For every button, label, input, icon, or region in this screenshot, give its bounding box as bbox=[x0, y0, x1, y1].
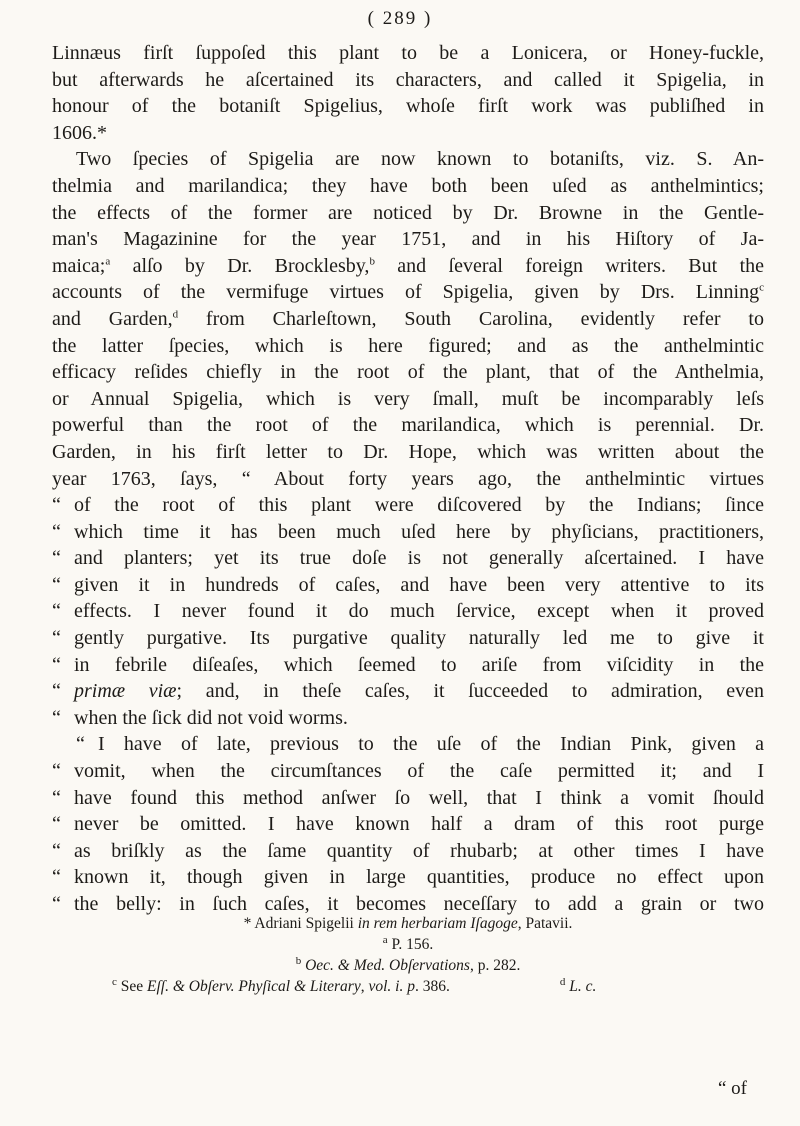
quote-line bbox=[52, 572, 764, 599]
footnote-title: in rem herbariam Iſagoge bbox=[357, 915, 518, 932]
catchword: “ of bbox=[718, 1078, 748, 1099]
line-segment: the belly: in ſuch caſes, it becomes neceſſary to add a grain or two bbox=[74, 893, 764, 915]
footnote-text: , p. 282. bbox=[469, 957, 521, 974]
line-segment: given it in hundreds of caſes, and have been very attentive to its bbox=[74, 573, 764, 596]
quote-mark: “ bbox=[52, 600, 61, 623]
line-segment: and ſeveral foreign writers. But the bbox=[374, 254, 764, 277]
text-line: year 1763, ſays, “ About forty years ago, the anthelmintic virtues bbox=[52, 467, 764, 490]
footnote-mark: b bbox=[295, 954, 302, 967]
line-segment: when the ſick did not void worms. bbox=[74, 706, 348, 729]
line-segment: which time it has been much uſed here by phyſicians, practitioners, bbox=[74, 520, 764, 543]
body-text bbox=[52, 40, 764, 918]
footnote-title: Eſſ. & Obſerv. Phyſical & Literary bbox=[147, 978, 361, 995]
quote-line bbox=[52, 519, 764, 546]
line-segment: vomit, when the circumſtances of the caſe permitted it; and I bbox=[74, 760, 764, 783]
quote-line bbox=[52, 545, 764, 572]
line-segment: ; and, in theſe caſes, it ſucceeded to admiration, even bbox=[176, 680, 764, 703]
text-line bbox=[52, 306, 764, 333]
quote-mark: “ bbox=[52, 494, 61, 517]
line-segment: have found this method anſwer ſo well, that I think a vomit ſhould bbox=[74, 786, 764, 809]
text-line bbox=[52, 279, 764, 306]
quote-mark: “ bbox=[52, 813, 61, 836]
quote-line bbox=[52, 731, 764, 758]
footnote-title: Oec. bbox=[305, 957, 334, 974]
quote-mark: “ bbox=[52, 573, 61, 596]
quote-line bbox=[52, 838, 764, 865]
text-line: but afterwards he aſcertained its characters, and called it Spigelia, in bbox=[52, 68, 764, 91]
quote-line bbox=[52, 598, 764, 625]
quote-mark: “ bbox=[52, 653, 61, 676]
line-segment: and Garden, bbox=[52, 307, 173, 330]
footnote-text: See bbox=[120, 978, 148, 995]
line-segment: gently purgative. Its purgative quality naturally led me to give it bbox=[74, 627, 764, 650]
line-segment: I have of late, previous to the uſe of the Indian Pink, given a bbox=[98, 733, 764, 756]
footnote-title: Med. Obſervations bbox=[353, 957, 470, 974]
quote-line bbox=[52, 864, 764, 891]
quote-mark: “ bbox=[52, 786, 61, 809]
footnote-ref: d bbox=[172, 308, 179, 321]
footnote-mark: d bbox=[559, 975, 566, 988]
text-line: thelmia and marilandica; they have both been uſed as anthelmintics; bbox=[52, 174, 764, 197]
footnote-text: , Patavii. bbox=[517, 915, 573, 932]
footnote-mark: c bbox=[112, 975, 117, 988]
text-line bbox=[52, 253, 764, 280]
footnote-text: P. 156. bbox=[391, 936, 434, 953]
line-segment: of the root of this plant were diſcovered by the Indians; ſince bbox=[74, 494, 764, 517]
footnote-mark: a bbox=[382, 933, 388, 946]
quote-line bbox=[52, 625, 764, 652]
quote-line bbox=[52, 705, 764, 732]
line-segment: never be omitted. I have known half a dram of this root purge bbox=[74, 813, 764, 836]
footnote-text: , bbox=[360, 978, 369, 995]
text-line: powerful than the root of the marilandica, which is perennial. Dr. bbox=[52, 414, 764, 437]
quote-mark: “ bbox=[52, 760, 61, 783]
line-segment: as briſkly as the ſame quantity of rhubarb; at other times I have bbox=[74, 839, 764, 862]
footnote-mark: * bbox=[243, 915, 252, 932]
text-line: Two ſpecies of Spigelia are now known to botaniſts, viz. S. An- bbox=[76, 148, 764, 171]
text-line: 1606.* bbox=[52, 121, 107, 144]
footnote-title: vol. i. p bbox=[368, 978, 415, 995]
quote-mark: “ bbox=[52, 866, 61, 889]
quote-line bbox=[52, 492, 764, 519]
text-line: the effects of the former are noticed by Dr. Browne in the Gentle- bbox=[52, 201, 764, 224]
quote-mark: “ bbox=[52, 520, 61, 543]
quote-line bbox=[52, 811, 764, 838]
footnotes bbox=[52, 913, 764, 997]
footnote-a bbox=[52, 934, 764, 955]
text-line: Garden, in his firſt letter to Dr. Hope, which was written about the bbox=[52, 440, 764, 463]
line-segment: from Charleſtown, South Carolina, evidently refer to bbox=[178, 307, 764, 330]
footnote-text: . 386. bbox=[414, 978, 450, 995]
line-segment: in febrile diſeaſes, which ſeemed to ariſe from viſcidity in the bbox=[74, 653, 764, 676]
quote-mark: “ bbox=[52, 706, 61, 729]
footnote-c-d bbox=[52, 976, 764, 997]
quote-mark: “ bbox=[52, 893, 61, 915]
line-segment: known it, though given in large quantities, produce no effect upon bbox=[74, 866, 764, 889]
line-segment: and planters; yet its true doſe is not generally aſcertained. I have bbox=[74, 547, 764, 570]
text-line: man's Magazinine for the year 1751, and in his Hiſtory of Ja- bbox=[52, 228, 764, 251]
quote-line bbox=[52, 678, 764, 705]
quote-line bbox=[52, 652, 764, 679]
text-line: Linnæus firſt ſuppoſed this plant to be a Lonicera, or Honey-fuckle, bbox=[52, 42, 764, 64]
line-segment: accounts of the vermifuge virtues of Spigelia, given by Drs. Linning bbox=[52, 281, 760, 304]
footnote-text: Adriani Spigelii bbox=[254, 915, 358, 932]
footnote-ref: b bbox=[369, 255, 375, 268]
text-line: efficacy reſides chiefly in the root of the plant, that of the Anthelmia, bbox=[52, 361, 764, 384]
text-line: or Annual Spigelia, which is very ſmall, muſt be incomparably leſs bbox=[52, 387, 764, 410]
quote-line bbox=[52, 785, 764, 812]
text-line: honour of the botaniſt Spigelius, whoſe firſt work was publiſhed in bbox=[52, 95, 764, 118]
footnote-title: L. c. bbox=[569, 978, 597, 995]
quote-mark: “ bbox=[52, 839, 61, 862]
text-line: the latter ſpecies, which is here figured; and as the anthelmintic bbox=[52, 334, 764, 357]
quote-line bbox=[52, 758, 764, 785]
footnote-star bbox=[52, 913, 764, 934]
line-segment: maica; bbox=[52, 254, 106, 277]
footnote-ref: c bbox=[759, 281, 764, 294]
footnote-b: $^b$ Oec. & Med. Obſervations, p. 282. bbox=[295, 954, 521, 974]
line-segment: alſo by Dr. Brocklesby, bbox=[110, 254, 370, 277]
quote-mark: “ bbox=[52, 680, 61, 703]
quote-mark: “ bbox=[52, 547, 61, 570]
quote-mark: “ bbox=[52, 627, 61, 650]
quote-mark: “ bbox=[76, 733, 85, 756]
latin-phrase: primæ viæ bbox=[74, 680, 177, 703]
page-number: ( 289 ) bbox=[367, 8, 433, 29]
footnote-ref: a bbox=[105, 255, 111, 268]
line-segment: effects. I never found it do much ſervice, except when it proved bbox=[74, 600, 764, 623]
